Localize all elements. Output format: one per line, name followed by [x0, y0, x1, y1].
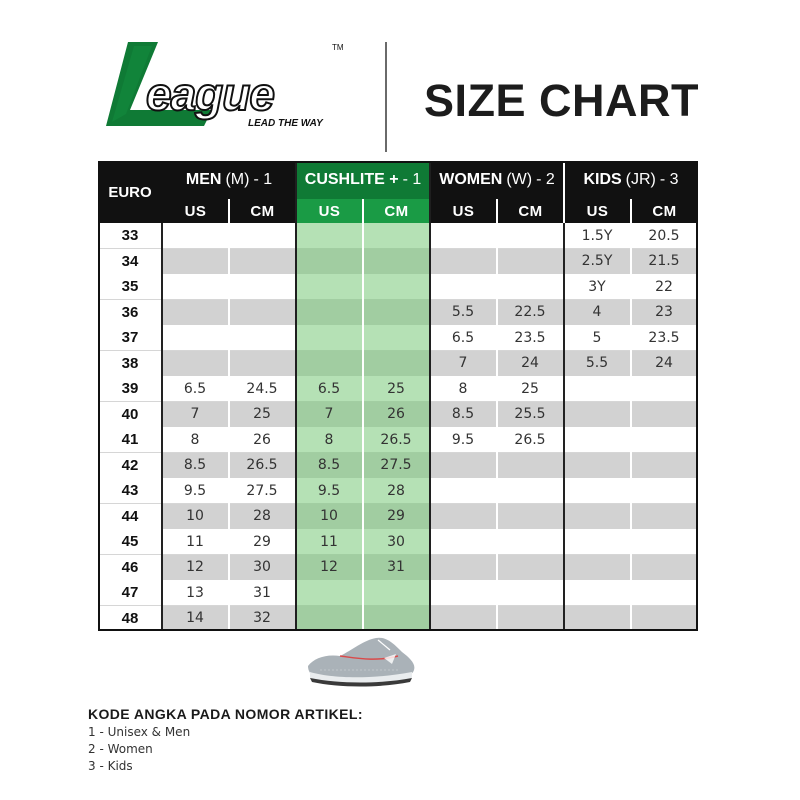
- group-suffix: - 3: [659, 171, 679, 188]
- size-cell: 27.5: [246, 482, 278, 499]
- sub-header-cm: CM: [229, 199, 296, 223]
- group-code: (JR): [625, 171, 656, 188]
- size-cell: 32: [253, 610, 271, 627]
- size-cell: 28: [253, 508, 271, 525]
- table-frame: [98, 161, 698, 631]
- size-cell: 26: [253, 431, 271, 448]
- size-cell: 11: [186, 533, 204, 550]
- size-cell: 23: [655, 304, 673, 321]
- size-cell: 26: [387, 406, 405, 423]
- size-cell: 6.5: [451, 329, 475, 346]
- size-cell: 20.5: [648, 227, 680, 244]
- size-cell: 5.5: [451, 304, 475, 321]
- group-name: MEN: [185, 171, 222, 188]
- euro-size-cell: 38: [121, 354, 139, 372]
- group-suffix: - 1: [253, 171, 273, 188]
- euro-header: EURO: [98, 161, 162, 223]
- euro-size-cell: 42: [121, 456, 139, 474]
- size-cell: 25.5: [514, 406, 546, 423]
- euro-size-cell: 47: [121, 584, 139, 602]
- size-cell: 3Y: [588, 278, 606, 295]
- euro-size-cell: 45: [121, 533, 139, 551]
- size-cell: 22: [655, 278, 673, 295]
- size-cell: 2.5Y: [581, 253, 613, 270]
- size-cell: 10: [186, 508, 204, 525]
- article-code-line: 2 - Women: [88, 742, 153, 756]
- size-cell: 6.5: [317, 380, 341, 397]
- group-code: (M): [225, 171, 250, 188]
- size-cell: 29: [253, 533, 271, 550]
- size-cell: 14: [186, 610, 204, 627]
- euro-size-cell: 33: [121, 227, 139, 245]
- group-name: CUSHLITE +: [304, 171, 399, 188]
- article-code-line: 3 - Kids: [88, 759, 133, 773]
- league-logo: [100, 38, 360, 138]
- group-suffix: - 2: [536, 171, 555, 188]
- sub-header-cm: CM: [363, 199, 430, 223]
- page-title: SIZE CHART: [424, 75, 699, 126]
- sub-header-cm: CM: [631, 199, 698, 223]
- sub-header-us: US: [430, 199, 497, 223]
- group-name: KIDS: [583, 171, 622, 188]
- euro-size-cell: 39: [121, 380, 139, 398]
- size-cell: 27.5: [380, 457, 412, 474]
- size-cell: 8.5: [317, 457, 341, 474]
- size-cell: 23.5: [648, 329, 680, 346]
- size-cell: 13: [186, 584, 204, 601]
- size-cell: 12: [186, 559, 204, 576]
- euro-size-cell: 35: [121, 278, 139, 296]
- size-cell: 6.5: [183, 380, 207, 397]
- size-cell: 25: [253, 406, 271, 423]
- size-cell: 8: [324, 431, 334, 448]
- euro-size-cell: 48: [121, 609, 139, 627]
- euro-size-cell: 41: [121, 431, 139, 449]
- size-cell: 24.5: [246, 380, 278, 397]
- size-cell: 8.5: [183, 457, 207, 474]
- group-suffix: - 1: [402, 171, 422, 188]
- size-cell: 7: [190, 406, 200, 423]
- size-cell: 30: [387, 533, 405, 550]
- euro-size-cell: 46: [121, 558, 139, 576]
- group-code: (W): [506, 171, 533, 188]
- size-cell: 10: [320, 508, 338, 525]
- size-cell: 25: [521, 380, 539, 397]
- size-cell: 28: [387, 482, 405, 499]
- euro-size-cell: 36: [121, 303, 139, 321]
- size-cell: 25: [387, 380, 405, 397]
- size-cell: 30: [253, 559, 271, 576]
- size-chart-table: [98, 161, 698, 631]
- size-cell: 12: [320, 559, 338, 576]
- sub-header-cm: CM: [497, 199, 564, 223]
- size-cell: 26.5: [380, 431, 412, 448]
- svg-text:eague: eague: [146, 68, 274, 120]
- size-cell: 4: [592, 304, 602, 321]
- sub-header-us: US: [162, 199, 229, 223]
- size-cell: 22.5: [514, 304, 546, 321]
- size-cell: 7: [458, 355, 468, 372]
- size-cell: 24: [655, 355, 673, 372]
- size-cell: 8: [458, 380, 468, 397]
- size-cell: 11: [320, 533, 338, 550]
- euro-size-cell: 34: [121, 252, 139, 270]
- header-divider: [385, 42, 387, 152]
- size-cell: 29: [387, 508, 405, 525]
- group-name: WOMEN: [439, 171, 503, 188]
- euro-size-cell: 44: [121, 507, 139, 525]
- tagline: LEAD THE WAY: [248, 118, 323, 129]
- size-cell: 8: [190, 431, 200, 448]
- size-cell: 1.5Y: [581, 227, 613, 244]
- size-cell: 26.5: [246, 457, 278, 474]
- article-code-title: KODE ANGKA PADA NOMOR ARTIKEL:: [88, 706, 363, 722]
- euro-size-cell: 43: [121, 482, 139, 500]
- size-cell: 9.5: [317, 482, 341, 499]
- size-cell: 9.5: [183, 482, 207, 499]
- size-cell: 26.5: [514, 431, 546, 448]
- sub-header-us: US: [564, 199, 631, 223]
- size-cell: 21.5: [648, 253, 680, 270]
- size-cell: 31: [387, 559, 405, 576]
- euro-size-cell: 40: [121, 405, 139, 423]
- trademark-label: TM: [332, 43, 344, 52]
- running-shoe-icon: [300, 632, 420, 690]
- size-cell: 24: [521, 355, 539, 372]
- size-cell: 7: [324, 406, 334, 423]
- size-cell: 23.5: [514, 329, 546, 346]
- size-cell: 9.5: [451, 431, 475, 448]
- size-cell: 31: [253, 584, 271, 601]
- article-code-line: 1 - Unisex & Men: [88, 725, 191, 739]
- sub-header-us: US: [296, 199, 363, 223]
- size-cell: 8.5: [451, 406, 475, 423]
- size-cell: 5.5: [585, 355, 609, 372]
- size-cell: 5: [592, 329, 602, 346]
- euro-size-cell: 37: [121, 329, 139, 347]
